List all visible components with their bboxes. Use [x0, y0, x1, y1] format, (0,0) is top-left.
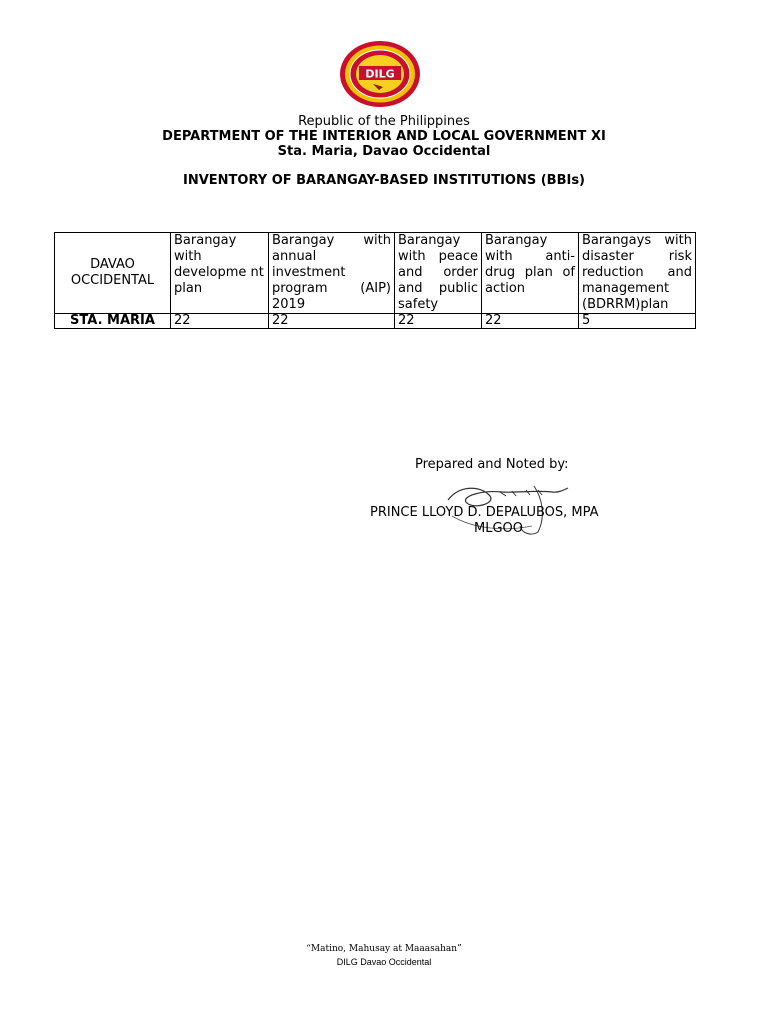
- province-header: DAVAO OCCIDENTAL: [55, 233, 171, 314]
- table-cell: 22: [482, 314, 579, 329]
- footer-motto: “Matino, Mahusay at Maaasahan”: [306, 944, 462, 954]
- seal-text: DILG: [365, 67, 395, 81]
- dilg-seal-logo: [339, 40, 421, 108]
- table-cell: 22: [395, 314, 482, 329]
- signatory-name: PRINCE LLOYD D. DEPALUBOS, MPA: [370, 505, 599, 520]
- table-cell: 5: [579, 314, 696, 329]
- column-header-peace-order: Barangay with peace and order and public safety: [395, 233, 482, 314]
- municipality-name: STA. MARIA: [55, 314, 171, 329]
- prepared-by-label: Prepared and Noted by:: [415, 457, 569, 472]
- table-row: [55, 314, 696, 329]
- table-cell: 22: [171, 314, 269, 329]
- signatory-position: MLGOO: [474, 521, 523, 536]
- table-cell: 22: [269, 314, 395, 329]
- inventory-table: [54, 232, 696, 329]
- footer-office: DILG Davao Occidental: [336, 957, 432, 967]
- document-title: INVENTORY OF BARANGAY-BASED INSTITUTIONS (BBIs): [183, 173, 585, 188]
- column-header-aip: Barangay with annual investment program (AIP) 2019: [269, 233, 395, 314]
- table-header-row: [55, 233, 696, 314]
- header-republic: Republic of the Philippines: [298, 114, 470, 129]
- header-location: Sta. Maria, Davao Occidental: [277, 144, 491, 159]
- header-department: DEPARTMENT OF THE INTERIOR AND LOCAL GOVERNMENT XI: [162, 129, 606, 144]
- column-header-bdrrm: Barangays with disaster risk reduction and management (BDRRM)plan: [579, 233, 696, 314]
- column-header-development-plan: Barangay with developme nt plan: [171, 233, 269, 314]
- column-header-anti-drug: Barangay with anti-drug plan of action: [482, 233, 579, 314]
